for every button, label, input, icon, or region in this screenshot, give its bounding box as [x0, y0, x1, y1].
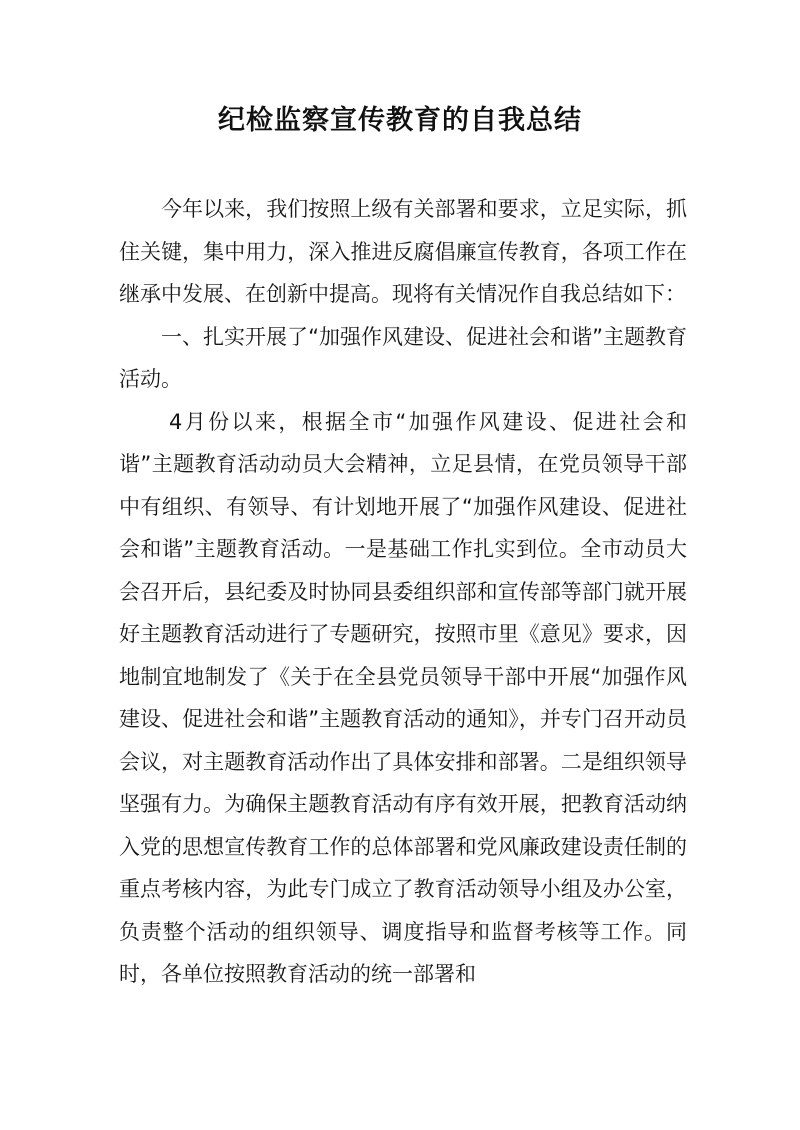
paragraph-section-1-heading: 一、扎实开展了“加强作风建设、促进社会和谐”主题教育活动。 [119, 324, 687, 391]
document-title: 纪检监察宣传教育的自我总结 [218, 105, 582, 136]
paragraph-section-1-body: 4月份以来，根据全市“加强作风建设、促进社会和谐”主题教育活动动员大会精神，立足县情，在党员领导干部中有组织、有领导、有计划地开展了“加强作风建设、促进社会和谐”主题教育活动。一是基础工作扎实到位。全市动员大会召开后，县纪委及时协同县委组织部和宣传部等部门就开展好主题教育活动进行了专题研究，按照市里《意见》要求，因地制宜地制发了《关于在全县党员领导干部中开展“加强作风建设、促进社会和谐”主题教育活动的通知》，并专门召开动员会议，对主题教育活动作出了具体安排和部署。二是组织领导坚强有力。为确保主题教育活动有序有效开展，把教育活动纳入党的思想宣传教育工作的总体部署和党风廉政建设责任制的重点考核内容，为此专门成立了教育活动领导小组及办公室，负责整个活动的组织领导、调度指导和监督考核等工作。同时，各单位按照教育活动的统一部署和 [119, 409, 687, 986]
paragraph-intro: 今年以来，我们按照上级有关部署和要求，立足实际，抓住关键，集中用力，深入推进反腐倡廉宣传教育，各项工作在继承中发展、在创新中提高。现将有关情况作自我总结如下： [119, 197, 687, 306]
document-body [119, 188, 687, 996]
